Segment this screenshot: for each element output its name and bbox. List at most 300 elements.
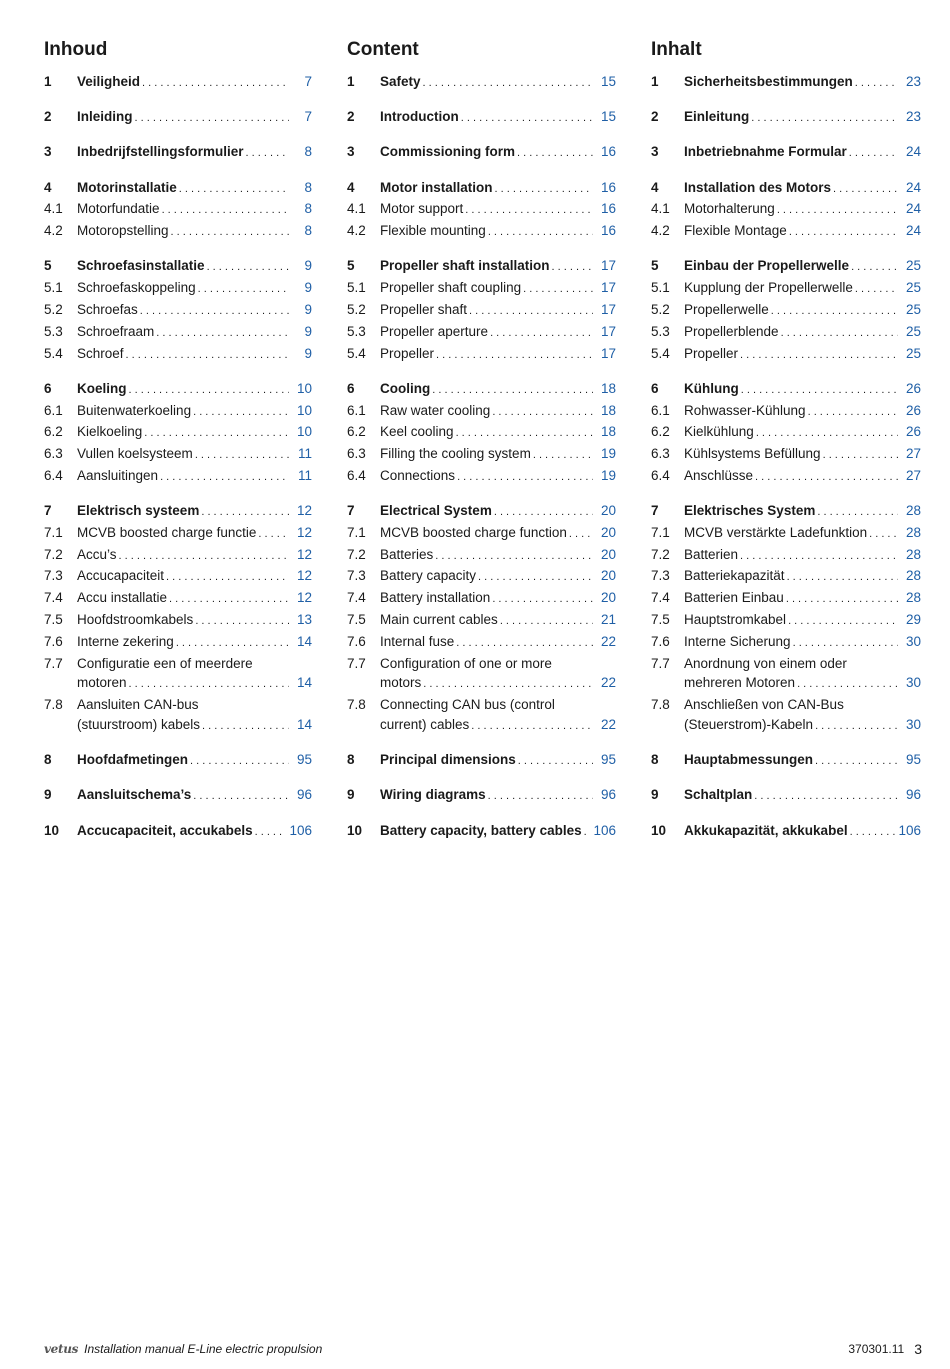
section-title: Battery installation <box>380 590 491 606</box>
leader-dots <box>144 424 289 444</box>
toc-entry[interactable] <box>44 178 312 200</box>
section-number: 5 <box>44 258 52 274</box>
page-number-link[interactable]: 30 <box>905 633 921 649</box>
section-number: 7.4 <box>44 590 63 606</box>
section-number: 6.3 <box>347 446 366 462</box>
toc-entry[interactable] <box>44 278 312 300</box>
toc-entry[interactable] <box>44 610 312 632</box>
toc-entry[interactable] <box>44 545 312 567</box>
toc-entry[interactable] <box>651 422 921 444</box>
page-number-link[interactable]: 14 <box>296 633 312 649</box>
leader-dots <box>495 180 594 200</box>
section-number: 6.2 <box>44 424 63 440</box>
section-number: 7.6 <box>44 633 63 649</box>
toc-entry[interactable] <box>651 344 921 366</box>
page-number-link[interactable]: 15 <box>600 109 616 125</box>
page-number-link[interactable]: 12 <box>296 503 312 519</box>
toc-entry[interactable] <box>651 221 921 243</box>
section-title: Akkukapazität, akkukabel <box>684 822 848 838</box>
page-number-link[interactable]: 26 <box>905 424 921 440</box>
leader-dots <box>195 446 289 466</box>
page-number-link[interactable]: 17 <box>600 301 616 317</box>
leader-dots <box>179 180 289 200</box>
page-number-link[interactable]: 16 <box>600 223 616 239</box>
toc-entry[interactable] <box>347 750 616 772</box>
page-number-link[interactable]: 9 <box>304 280 312 296</box>
section-number: 2 <box>44 109 52 125</box>
toc-entry[interactable] <box>347 72 616 94</box>
leader-dots <box>471 717 593 737</box>
toc-entry[interactable] <box>347 545 616 567</box>
section-number: 6.2 <box>347 424 366 440</box>
toc-entry[interactable] <box>651 523 921 545</box>
section-number: 7.6 <box>347 633 366 649</box>
page-number-link[interactable]: 16 <box>600 179 616 195</box>
page-number-link[interactable]: 30 <box>905 675 921 691</box>
section-number: 5.3 <box>44 323 63 339</box>
toc-entry[interactable] <box>347 785 616 807</box>
page-number-link[interactable]: 7 <box>304 109 312 125</box>
page-number-link[interactable]: 28 <box>905 590 921 606</box>
section-title: Motor installation <box>380 179 493 195</box>
toc-entry[interactable] <box>651 444 921 466</box>
page-number-link[interactable]: 22 <box>600 633 616 649</box>
toc-entry[interactable] <box>347 107 616 129</box>
section-title: Hoofdstroomkabels <box>77 612 194 628</box>
toc-entry[interactable] <box>651 610 921 632</box>
page-number-link[interactable]: 10 <box>296 380 312 396</box>
section-title: Anordnung von einem oder <box>684 655 847 671</box>
toc-entry[interactable] <box>347 588 616 610</box>
page-number-link[interactable]: 28 <box>905 524 921 540</box>
leader-dots <box>160 468 289 488</box>
leader-dots <box>129 381 290 401</box>
section-number: 7.1 <box>347 524 366 540</box>
page-number-link[interactable]: 14 <box>296 717 312 733</box>
page-number-link[interactable]: 17 <box>600 258 616 274</box>
leader-dots <box>478 568 593 588</box>
section-title: Veiligheid <box>77 74 141 89</box>
toc-entry[interactable] <box>651 107 921 129</box>
leader-dots <box>808 403 898 423</box>
toc-entry[interactable] <box>651 566 921 588</box>
toc-entry[interactable] <box>347 444 616 466</box>
page-number-link[interactable]: 24 <box>905 223 921 239</box>
leader-dots <box>833 180 898 200</box>
page-number-link[interactable]: 24 <box>905 144 921 160</box>
toc-entry[interactable] <box>44 566 312 588</box>
toc-entry[interactable] <box>347 523 616 545</box>
leader-dots <box>171 223 289 243</box>
section-title-continued: mehreren Motoren <box>684 675 796 691</box>
toc-entry[interactable] <box>44 750 312 772</box>
toc-entry[interactable] <box>44 322 312 344</box>
section-number: 5.4 <box>347 345 366 361</box>
toc-title: Inhalt <box>651 39 702 60</box>
toc-entry-continuation[interactable] <box>44 715 312 737</box>
leader-dots <box>456 424 593 444</box>
toc-entry[interactable] <box>651 322 921 344</box>
page-number-link[interactable]: 9 <box>304 323 312 339</box>
page-number-link[interactable]: 25 <box>905 280 921 296</box>
page-number-link[interactable]: 27 <box>905 446 921 462</box>
section-title: Kupplung der Propellerwelle <box>684 280 853 296</box>
page-number-link[interactable]: 25 <box>905 301 921 317</box>
leader-dots <box>797 675 898 695</box>
page-number-link[interactable]: 12 <box>296 546 312 562</box>
page-number-link[interactable]: 24 <box>905 201 921 217</box>
section-number: 8 <box>347 752 355 768</box>
section-title: Kielkoeling <box>77 424 143 440</box>
toc-entry[interactable] <box>651 821 921 843</box>
page-number-link[interactable]: 12 <box>296 590 312 606</box>
toc-entry[interactable] <box>347 221 616 243</box>
toc-entry[interactable] <box>347 278 616 300</box>
page-number-link[interactable]: 8 <box>304 223 312 239</box>
page-number-link[interactable]: 8 <box>304 179 312 195</box>
toc-entry[interactable] <box>651 785 921 807</box>
toc-title: Content <box>347 39 419 60</box>
leader-dots <box>789 223 898 243</box>
toc-entry[interactable] <box>44 199 312 221</box>
toc-entry[interactable] <box>347 466 616 488</box>
page-number-link[interactable]: 26 <box>905 380 921 396</box>
section-title: Wiring diagrams <box>380 787 486 803</box>
section-number: 5 <box>651 258 659 274</box>
leader-dots <box>193 787 289 807</box>
section-title: Motor support <box>380 201 464 217</box>
page-number-link[interactable]: 95 <box>905 752 921 768</box>
leader-dots <box>517 144 593 164</box>
toc-entry[interactable] <box>44 107 312 129</box>
section-title: Filling the cooling system <box>380 446 531 462</box>
section-title: Motorfundatie <box>77 201 160 217</box>
page-number-link[interactable]: 15 <box>600 74 616 89</box>
toc-entry[interactable] <box>44 695 312 715</box>
toc-entry[interactable] <box>651 501 921 523</box>
page-number-link[interactable]: 20 <box>600 590 616 606</box>
toc-entry[interactable] <box>651 750 921 772</box>
section-number: 10 <box>347 822 363 838</box>
page-number-link[interactable]: 12 <box>296 568 312 584</box>
toc-entry[interactable] <box>44 221 312 243</box>
section-number: 5 <box>347 258 355 274</box>
page-number-link[interactable]: 8 <box>304 201 312 217</box>
section-title: Interne zekering <box>77 633 174 649</box>
toc-entry[interactable] <box>44 654 312 674</box>
section-number: 4.1 <box>44 201 63 217</box>
toc-entry[interactable] <box>651 300 921 322</box>
section-number: 6 <box>44 380 52 396</box>
page-number-link[interactable]: 20 <box>600 524 616 540</box>
brand-logo: vetus <box>44 1342 79 1356</box>
toc-entry[interactable] <box>651 401 921 423</box>
page-number-link[interactable]: 9 <box>304 345 312 361</box>
toc-entry[interactable] <box>347 322 616 344</box>
page-number-link[interactable]: 30 <box>905 717 921 733</box>
toc-entry[interactable] <box>44 821 312 843</box>
section-number: 5.4 <box>651 345 670 361</box>
leader-dots <box>494 503 593 523</box>
page-number-link[interactable]: 28 <box>905 546 921 562</box>
section-title: Internal fuse <box>380 633 455 649</box>
page-number-link[interactable]: 18 <box>600 424 616 440</box>
section-number: 2 <box>651 109 659 125</box>
page-number-link[interactable]: 25 <box>905 258 921 274</box>
toc-entry[interactable] <box>651 142 921 164</box>
section-number: 1 <box>651 74 659 89</box>
leader-dots <box>457 468 593 488</box>
toc-entry-continuation[interactable] <box>651 715 921 737</box>
page-number-link[interactable]: 96 <box>296 787 312 803</box>
page-number-link[interactable]: 20 <box>600 546 616 562</box>
toc-entry-continuation[interactable] <box>44 673 312 695</box>
page-number-link[interactable]: 19 <box>600 446 616 462</box>
toc-entry[interactable] <box>44 501 312 523</box>
toc-entry[interactable] <box>651 379 921 401</box>
page-number-link[interactable]: 20 <box>600 503 616 519</box>
section-title: Electrical System <box>380 503 492 519</box>
page-number-link[interactable]: 106 <box>593 822 616 838</box>
section-number: 6.4 <box>347 467 366 483</box>
section-title: Hoofdafmetingen <box>77 752 188 768</box>
section-number: 6.1 <box>347 402 366 418</box>
section-title: Hauptabmessungen <box>684 752 814 768</box>
section-number: 7.1 <box>44 524 63 540</box>
toc-entry[interactable] <box>347 566 616 588</box>
page-number-link[interactable]: 21 <box>600 612 616 628</box>
leader-dots <box>140 302 289 322</box>
toc-entry[interactable] <box>347 300 616 322</box>
toc-entry[interactable] <box>347 401 616 423</box>
toc-entry[interactable] <box>651 278 921 300</box>
page-number-link[interactable]: 16 <box>600 144 616 160</box>
toc-entry[interactable] <box>651 588 921 610</box>
section-title: Einbau der Propellerwelle <box>684 258 850 274</box>
toc-entry[interactable] <box>347 501 616 523</box>
toc-entry[interactable] <box>44 466 312 488</box>
section-title: Motorhalterung <box>684 201 775 217</box>
page-number-link[interactable]: 18 <box>600 380 616 396</box>
leader-dots <box>817 503 898 523</box>
section-title: Propeller <box>684 345 739 361</box>
section-number: 5.4 <box>44 345 63 361</box>
toc-entry[interactable] <box>651 654 921 674</box>
page-number-link[interactable]: 17 <box>600 323 616 339</box>
section-title: Inbetriebnahme Formular <box>684 144 847 160</box>
leader-dots <box>492 590 593 610</box>
section-number: 1 <box>347 74 355 89</box>
section-title: MCVB boosted charge function <box>380 524 567 540</box>
leader-dots <box>777 201 898 221</box>
page-number-link[interactable]: 24 <box>905 179 921 195</box>
section-title: Kühlung <box>684 380 739 396</box>
leader-dots <box>432 381 593 401</box>
page-number-link[interactable]: 27 <box>905 467 921 483</box>
section-number: 6.3 <box>651 446 670 462</box>
page-number-link[interactable]: 96 <box>905 787 921 803</box>
section-number: 9 <box>651 787 659 803</box>
toc-entry[interactable] <box>347 142 616 164</box>
leader-dots <box>855 280 898 300</box>
section-title: Accu’s <box>77 546 117 562</box>
page-number-link[interactable]: 13 <box>296 612 312 628</box>
leader-dots <box>255 823 287 843</box>
page-number-link[interactable]: 11 <box>297 467 312 483</box>
toc-entry[interactable] <box>347 695 616 715</box>
leader-dots <box>492 403 593 423</box>
section-title: Batteriekapazität <box>684 568 785 584</box>
leader-dots <box>135 109 290 129</box>
toc-entry-continuation[interactable] <box>651 673 921 695</box>
page-number-link[interactable]: 95 <box>296 752 312 768</box>
page-number-link[interactable]: 20 <box>600 568 616 584</box>
toc-entry[interactable] <box>44 72 312 94</box>
section-number: 3 <box>347 144 355 160</box>
page-number-link[interactable]: 16 <box>600 201 616 217</box>
toc-entry[interactable] <box>651 695 921 715</box>
toc-entry[interactable] <box>44 256 312 278</box>
toc-entry[interactable] <box>651 178 921 200</box>
toc-entry[interactable] <box>651 545 921 567</box>
toc-entry[interactable] <box>651 632 921 654</box>
leader-dots <box>741 381 898 401</box>
leader-dots <box>465 201 593 221</box>
page-number-link[interactable]: 96 <box>600 787 616 803</box>
page-number-link[interactable]: 18 <box>600 402 616 418</box>
page-number-link[interactable]: 7 <box>304 74 312 89</box>
section-number: 9 <box>44 787 52 803</box>
leader-dots <box>756 424 898 444</box>
page-number-link[interactable]: 23 <box>905 109 921 125</box>
toc-entry[interactable] <box>44 401 312 423</box>
section-title-continued: motors <box>380 675 422 691</box>
leader-dots <box>815 717 898 737</box>
leader-dots <box>823 446 898 466</box>
page-number-link[interactable]: 14 <box>296 675 312 691</box>
page-number-link[interactable]: 17 <box>600 345 616 361</box>
page-number-link[interactable]: 29 <box>905 612 921 628</box>
page-number-link[interactable]: 8 <box>304 144 312 160</box>
page-number-link[interactable]: 10 <box>296 402 312 418</box>
section-title: Aansluiten CAN-bus <box>77 697 199 713</box>
toc-entry[interactable] <box>44 300 312 322</box>
toc-entry[interactable] <box>347 256 616 278</box>
leader-dots <box>142 74 289 94</box>
page-number-link[interactable]: 22 <box>600 717 616 733</box>
toc-entry[interactable] <box>347 632 616 654</box>
leader-dots <box>423 74 593 94</box>
page-number-link[interactable]: 9 <box>304 258 312 274</box>
section-title: Battery capacity <box>380 568 477 584</box>
section-title: Commissioning form <box>380 144 516 160</box>
page-number-link[interactable]: 95 <box>600 752 616 768</box>
toc-entry[interactable] <box>347 422 616 444</box>
section-title: Anschließen von CAN-Bus <box>684 697 844 713</box>
toc-entry-continuation[interactable] <box>347 673 616 695</box>
toc-entry[interactable] <box>347 344 616 366</box>
page-footer <box>44 1340 922 1358</box>
leader-dots <box>569 525 593 545</box>
page-number-link[interactable]: 9 <box>304 301 312 317</box>
page-number-link[interactable]: 28 <box>905 503 921 519</box>
toc-entry[interactable] <box>44 444 312 466</box>
section-number: 5.1 <box>347 280 366 296</box>
toc-entry[interactable] <box>44 785 312 807</box>
section-title: Propeller shaft <box>380 301 468 317</box>
toc-entry[interactable] <box>347 610 616 632</box>
page-number-link[interactable]: 11 <box>297 446 312 462</box>
page-number-link[interactable]: 17 <box>600 280 616 296</box>
section-number: 6.1 <box>651 402 670 418</box>
section-title: Installation des Motors <box>684 179 832 195</box>
section-title: Hauptstromkabel <box>684 612 787 628</box>
section-number: 5.3 <box>651 323 670 339</box>
toc-entry[interactable] <box>347 821 616 843</box>
section-title: Interne Sicherung <box>684 633 791 649</box>
toc-entry[interactable] <box>651 256 921 278</box>
toc-entry[interactable] <box>651 466 921 488</box>
toc-entry[interactable] <box>44 523 312 545</box>
leader-dots <box>193 403 289 423</box>
page-number-link[interactable]: 26 <box>905 402 921 418</box>
leader-dots <box>740 346 898 366</box>
section-number: 4.2 <box>44 223 63 239</box>
leader-dots <box>518 752 593 772</box>
section-number: 5.2 <box>347 301 366 317</box>
page-number-link[interactable]: 106 <box>898 822 921 838</box>
leader-dots <box>169 590 289 610</box>
section-title: Kühlsystems Befüllung <box>684 446 821 462</box>
section-title: Inleiding <box>77 109 133 125</box>
section-number: 5.2 <box>44 301 63 317</box>
page-number-link[interactable]: 25 <box>905 345 921 361</box>
toc-entry[interactable] <box>44 379 312 401</box>
page-number-link[interactable]: 23 <box>905 74 921 89</box>
toc-entry[interactable] <box>44 632 312 654</box>
section-number: 7.4 <box>651 590 670 606</box>
toc-entry[interactable] <box>347 178 616 200</box>
toc-entry[interactable] <box>44 344 312 366</box>
toc-entry[interactable] <box>347 199 616 221</box>
toc-entry-continuation[interactable] <box>347 715 616 737</box>
page-number-link[interactable]: 19 <box>600 467 616 483</box>
section-title-continued: (stuurstroom) kabels <box>77 717 201 733</box>
leader-dots <box>793 634 898 654</box>
section-title: Propeller shaft coupling <box>380 280 522 296</box>
section-number: 9 <box>347 787 355 803</box>
toc-entry[interactable] <box>347 654 616 674</box>
leader-dots <box>126 346 289 366</box>
section-number: 7.7 <box>347 655 366 671</box>
toc-entry[interactable] <box>347 379 616 401</box>
section-title: Main current cables <box>380 612 498 628</box>
page-number-link[interactable]: 10 <box>296 424 312 440</box>
section-title: Propeller aperture <box>380 323 489 339</box>
page-number-link[interactable]: 12 <box>296 524 312 540</box>
toc-entry[interactable] <box>44 588 312 610</box>
toc-entry[interactable] <box>651 72 921 94</box>
leader-dots <box>849 144 898 164</box>
page-number-link[interactable]: 25 <box>905 323 921 339</box>
page-number-link[interactable]: 106 <box>289 822 312 838</box>
section-title: Motorinstallatie <box>77 179 177 195</box>
toc-entry[interactable] <box>44 142 312 164</box>
toc-entry[interactable] <box>44 422 312 444</box>
toc-entry[interactable] <box>651 199 921 221</box>
page-number-link[interactable]: 22 <box>600 675 616 691</box>
page-number-link[interactable]: 28 <box>905 568 921 584</box>
